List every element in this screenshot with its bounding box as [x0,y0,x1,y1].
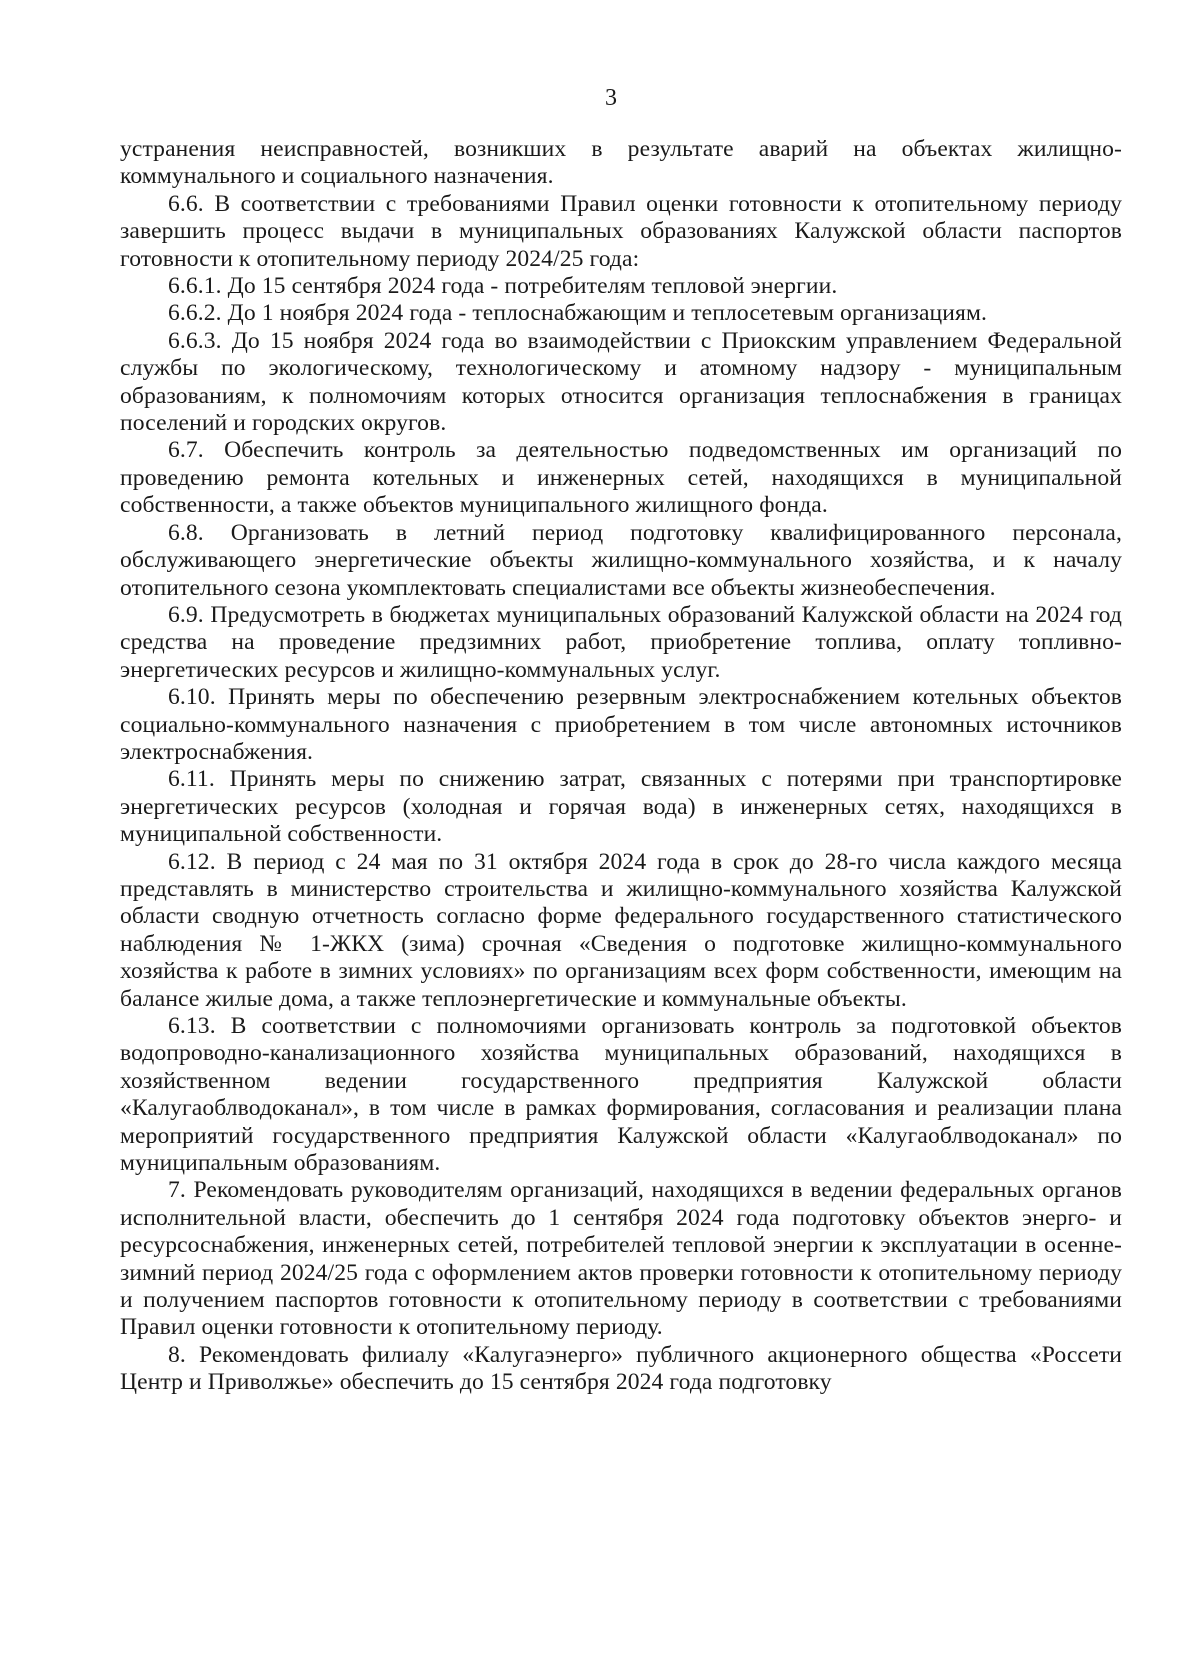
paragraph-6-10: 6.10. Принять меры по обеспечению резервным электроснабжением котельных объектов социально-коммунального назначения с приобретением в том числе автономных источников электроснабжения. [120,684,1122,765]
paragraph-continuation: устранения неисправностей, возникших в результате аварий на объектах жилищно-коммунального и социального назначения. [120,136,1122,190]
paragraph-6-12: 6.12. В период с 24 мая по 31 октября 2024 года в срок до 28-го числа каждого месяца представлять в министерство строительства и жилищно-коммунального хозяйства Калужской области сводную отчетность согласно форме федерального государственного статистического наблюдения № 1-ЖКХ (зима) срочная «Сведения о подготовке жилищно-коммунального хозяйства к работе в зимних условиях» по организациям всех форм собственности, имеющим на балансе жилые дома, а также теплоэнергетические и коммунальные объекты. [120,848,1122,1012]
page-number: 3 [605,85,617,111]
paragraph-6-7: 6.7. Обеспечить контроль за деятельностью подведомственных им организаций по проведению ремонта котельных и инженерных сетей, находящихся в муниципальной собственности, а также объектов муниципального жилищного фонда. [120,437,1122,519]
paragraph-7: 7. Рекомендовать руководителям организаций, находящихся в ведении федеральных органов исполнительной власти, обеспечить до 1 сентября 2024 года подготовку объектов энерго- и ресурсоснабжения, инженерных сетей, потребителей тепловой энергии к эксплуатации в осенне-зимний период 2024/25 года с оформлением актов проверки готовности к отопительному периоду и получением паспортов готовности к отопительному периоду в соответствии с требованиями Правил оценки готовности к отопительному периоду. [120,1177,1122,1341]
paragraph-6-6-1: 6.6.1. До 15 сентября 2024 года - потребителям тепловой энергии. [168,273,838,300]
paragraph-6-8: 6.8. Организовать в летний период подготовку квалифицированного персонала, обслуживающего энергетические объекты жилищно-коммунального хозяйства, и к началу отопительного сезона укомплектовать специалистами все объекты жизнеобеспечения. [120,519,1122,601]
paragraph-6-11: 6.11. Принять меры по снижению затрат, связанных с потерями при транспортировке энергетических ресурсов (холодная и горячая вода) в инженерных сетях, находящихся в муниципальной собственности. [120,766,1122,848]
document-body [120,136,1122,1397]
paragraph-8: 8. Рекомендовать филиалу «Калугаэнерго» публичного акционерного общества «Россети Центр и Приволжье» обеспечить до 15 сентября 2024 года подготовку [120,1341,1122,1396]
paragraph-6-6: 6.6. В соответствии с требованиями Правил оценки готовности к отопительному периоду завершить процесс выдачи в муниципальных образованиях Калужской области паспортов готовности к отопительному периоду 2024/25 года: [120,190,1122,272]
paragraph-6-9: 6.9. Предусмотреть в бюджетах муниципальных образований Калужской области на 2024 год средства на проведение предзимних работ, приобретение топлива, оплату топливно-энергетических ресурсов и жилищно-коммунальных услуг. [120,601,1122,683]
paragraph-6-6-2: 6.6.2. До 1 ноября 2024 года - теплоснабжающим и теплосетевым организациям. [168,300,987,327]
paragraph-6-6-3: 6.6.3. До 15 ноября 2024 года во взаимодействии с Приокским управлением Федеральной службы по экологическому, технологическому и атомному надзору - муниципальным образованиям, к полномочиям которых относится организация теплоснабжения в границах поселений и городских округов. [120,327,1122,437]
paragraph-6-13: 6.13. В соответствии с полномочиями организовать контроль за подготовкой объектов водопроводно-канализационного хозяйства муниципальных образований, находящихся в хозяйственном ведении государственного предприятия Калужской области «Калугаоблводоканал», в том числе в рамках формирования, согласования и реализации плана мероприятий государственного предприятия Калужской области «Калугаоблводоканал» по муниципальным образованиям. [120,1013,1122,1177]
